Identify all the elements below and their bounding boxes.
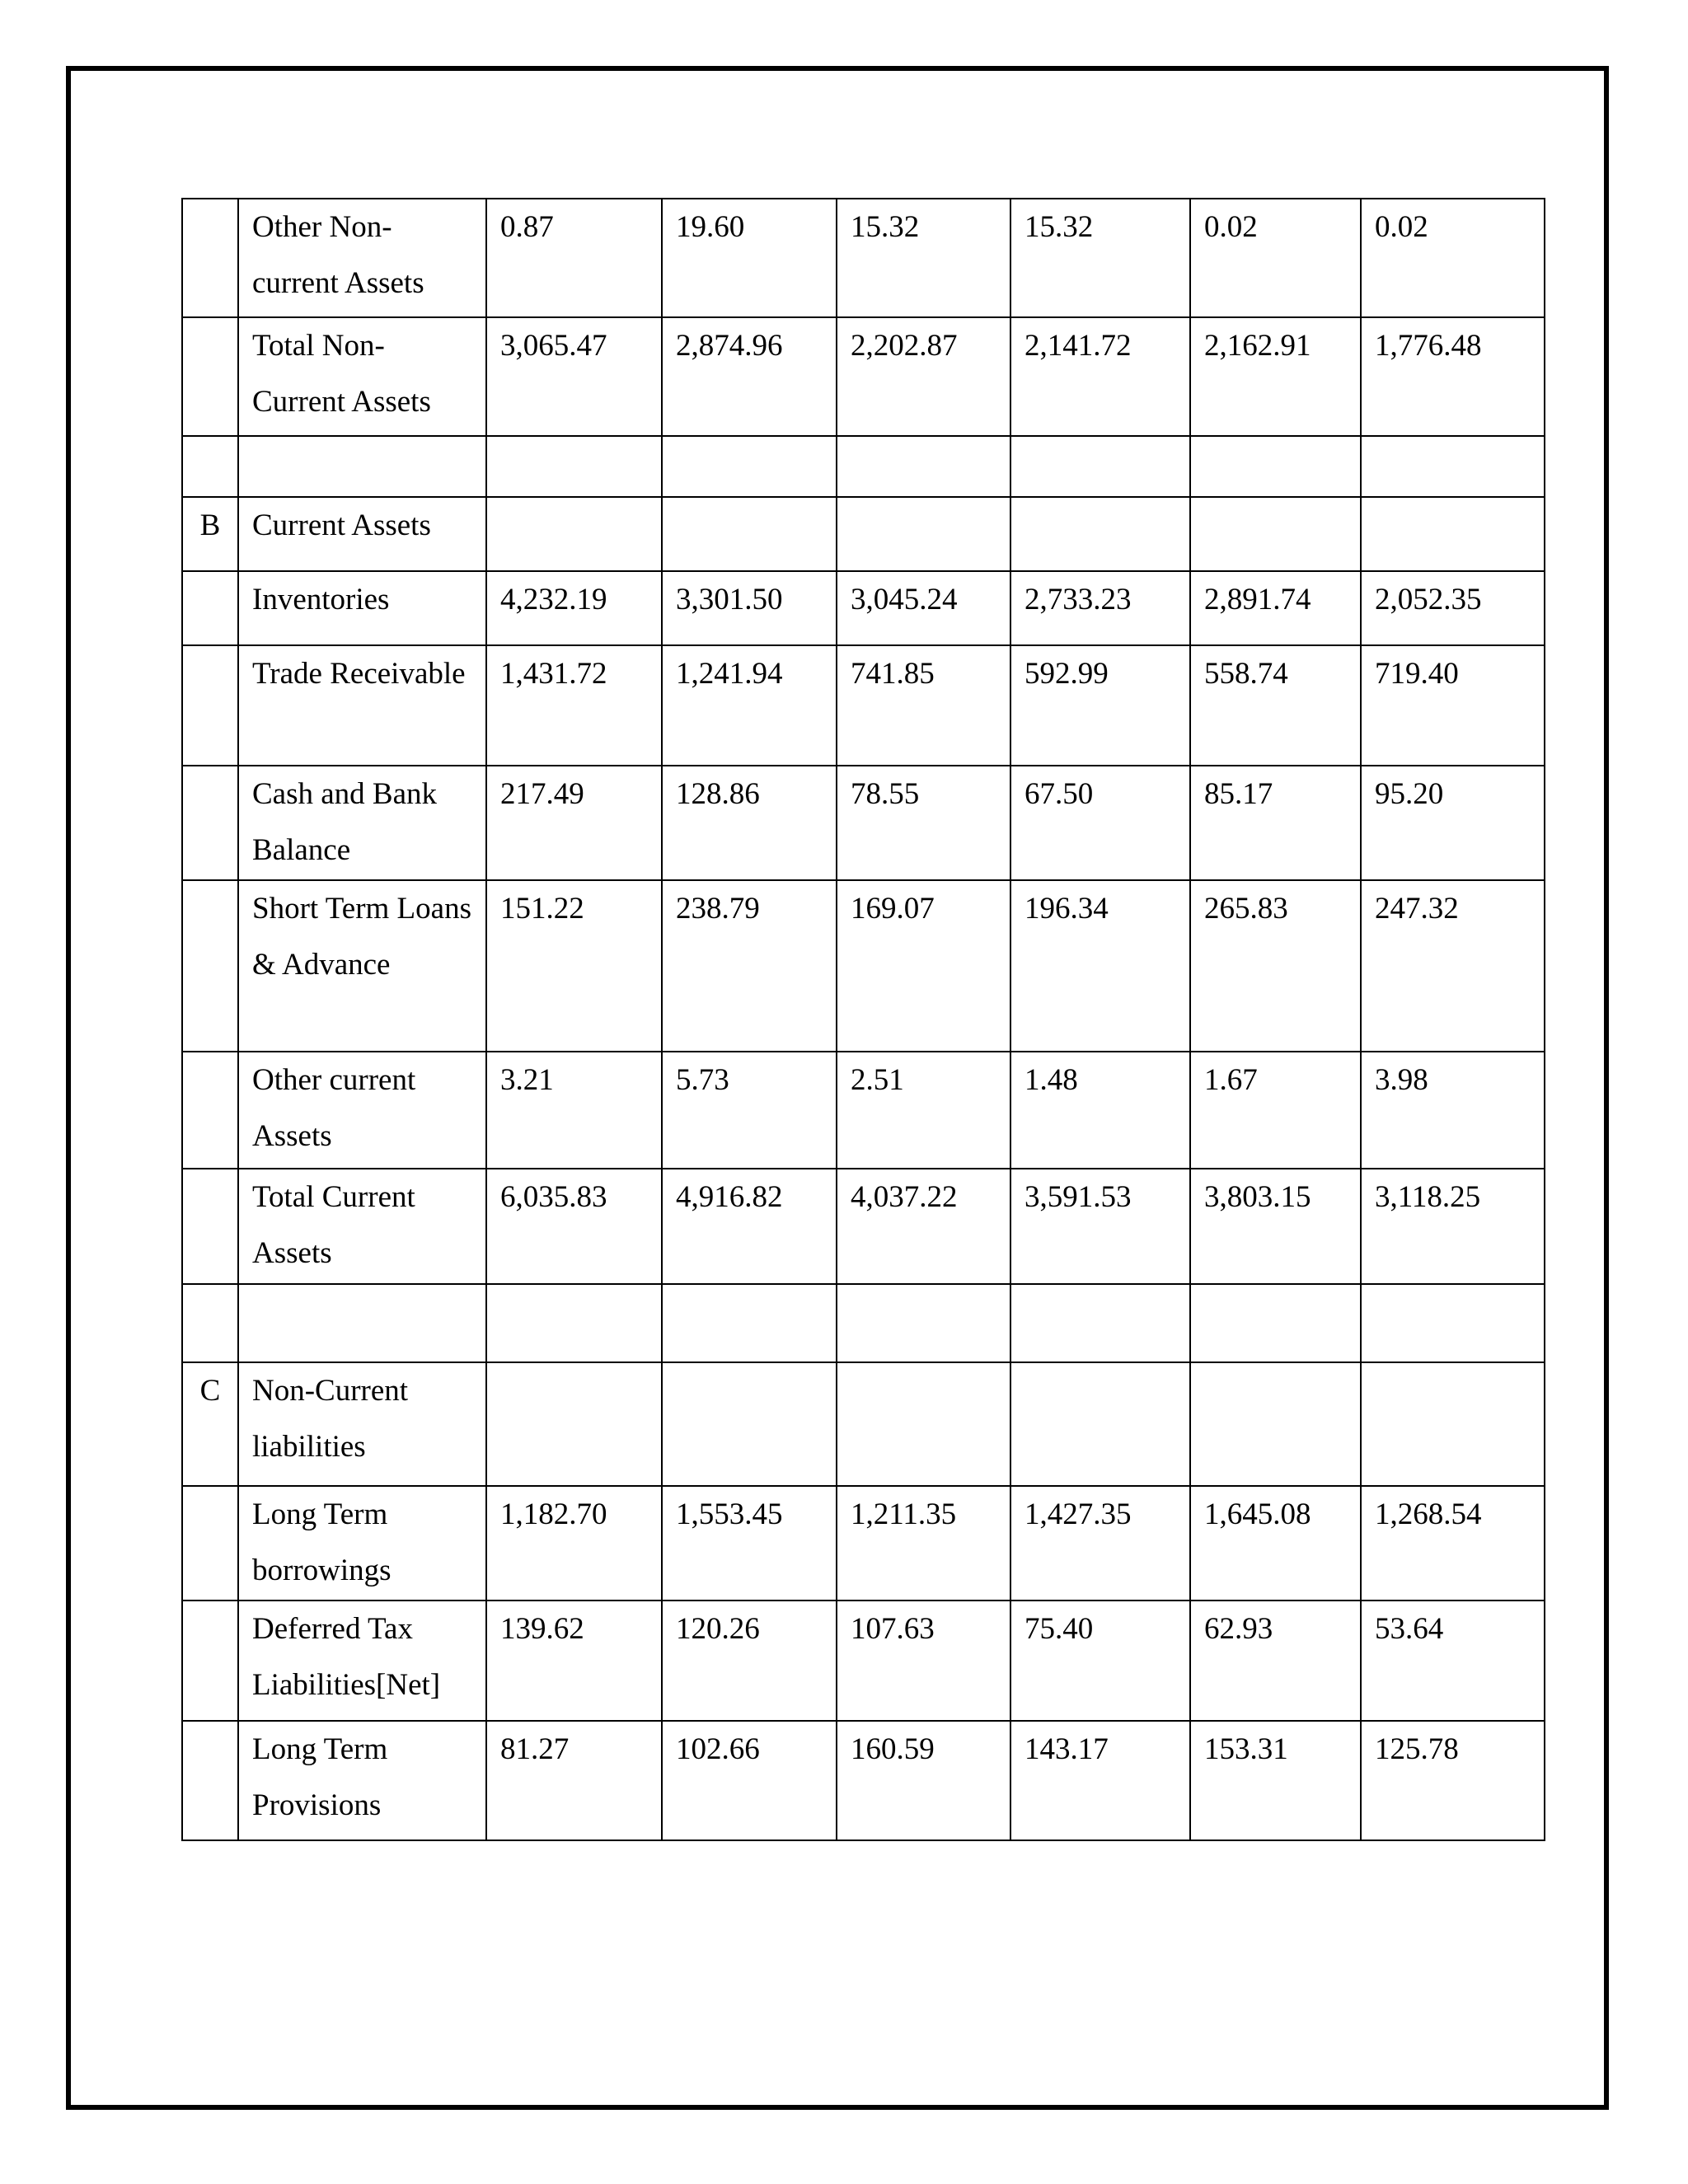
section-letter-cell	[182, 199, 238, 317]
value-cell: 1,427.35	[1010, 1486, 1190, 1601]
value-cell: 120.26	[662, 1601, 837, 1721]
value-cell: 4,232.19	[486, 571, 662, 645]
row-label-cell: Deferred Tax Liabilities[Net]	[238, 1601, 486, 1721]
value-cell	[1190, 436, 1361, 497]
section-letter-cell: B	[182, 497, 238, 571]
value-cell: 592.99	[1010, 645, 1190, 766]
value-cell: 153.31	[1190, 1721, 1361, 1840]
value-cell: 19.60	[662, 199, 837, 317]
row-label-cell: Other current Assets	[238, 1052, 486, 1169]
value-cell	[1190, 1362, 1361, 1486]
value-cell	[662, 1284, 837, 1362]
section-letter-cell	[182, 880, 238, 1052]
value-cell: 238.79	[662, 880, 837, 1052]
table-row	[182, 880, 1545, 1052]
value-cell: 741.85	[837, 645, 1010, 766]
value-cell	[1361, 436, 1545, 497]
table-row	[182, 1284, 1545, 1362]
value-cell: 53.64	[1361, 1601, 1545, 1721]
value-cell: 1,553.45	[662, 1486, 837, 1601]
row-label-cell: Long Term borrowings	[238, 1486, 486, 1601]
table-body	[182, 199, 1545, 1840]
value-cell: 81.27	[486, 1721, 662, 1840]
value-cell: 247.32	[1361, 880, 1545, 1052]
value-cell: 169.07	[837, 880, 1010, 1052]
section-letter-cell	[182, 766, 238, 880]
value-cell: 1,211.35	[837, 1486, 1010, 1601]
value-cell: 3.98	[1361, 1052, 1545, 1169]
value-cell: 5.73	[662, 1052, 837, 1169]
value-cell: 1,431.72	[486, 645, 662, 766]
row-label-cell: Long Term Provisions	[238, 1721, 486, 1840]
value-cell: 75.40	[1010, 1601, 1190, 1721]
value-cell	[1361, 1362, 1545, 1486]
table-row	[182, 1169, 1545, 1284]
value-cell: 1,268.54	[1361, 1486, 1545, 1601]
value-cell: 1,241.94	[662, 645, 837, 766]
value-cell	[662, 497, 837, 571]
row-label-cell: Total Current Assets	[238, 1169, 486, 1284]
value-cell: 217.49	[486, 766, 662, 880]
value-cell: 3,301.50	[662, 571, 837, 645]
value-cell: 143.17	[1010, 1721, 1190, 1840]
value-cell: 265.83	[1190, 880, 1361, 1052]
row-label-cell: Current Assets	[238, 497, 486, 571]
value-cell: 1.67	[1190, 1052, 1361, 1169]
section-letter-cell	[182, 436, 238, 497]
value-cell: 78.55	[837, 766, 1010, 880]
value-cell: 0.02	[1361, 199, 1545, 317]
section-letter-cell	[182, 1052, 238, 1169]
section-letter-cell	[182, 1601, 238, 1721]
value-cell: 1,776.48	[1361, 317, 1545, 436]
value-cell	[662, 436, 837, 497]
value-cell	[837, 436, 1010, 497]
value-cell	[1361, 497, 1545, 571]
table-row	[182, 436, 1545, 497]
table-row	[182, 1362, 1545, 1486]
value-cell: 62.93	[1190, 1601, 1361, 1721]
table-row	[182, 1052, 1545, 1169]
value-cell	[486, 1362, 662, 1486]
value-cell: 2,162.91	[1190, 317, 1361, 436]
row-label-cell: Inventories	[238, 571, 486, 645]
value-cell: 3,803.15	[1190, 1169, 1361, 1284]
table-row	[182, 497, 1545, 571]
table-row	[182, 199, 1545, 317]
row-label-cell: Non-Current liabilities	[238, 1362, 486, 1486]
section-letter-cell	[182, 571, 238, 645]
value-cell: 15.32	[1010, 199, 1190, 317]
row-label-cell	[238, 1284, 486, 1362]
value-cell: 2.51	[837, 1052, 1010, 1169]
section-letter-cell	[182, 1486, 238, 1601]
value-cell: 2,202.87	[837, 317, 1010, 436]
value-cell: 151.22	[486, 880, 662, 1052]
table-row	[182, 766, 1545, 880]
value-cell: 4,916.82	[662, 1169, 837, 1284]
value-cell: 139.62	[486, 1601, 662, 1721]
value-cell	[837, 1284, 1010, 1362]
value-cell	[486, 497, 662, 571]
value-cell: 3.21	[486, 1052, 662, 1169]
value-cell	[837, 497, 1010, 571]
value-cell: 15.32	[837, 199, 1010, 317]
value-cell	[662, 1362, 837, 1486]
value-cell	[1190, 1284, 1361, 1362]
value-cell	[486, 436, 662, 497]
financial-table	[181, 198, 1545, 1841]
value-cell: 719.40	[1361, 645, 1545, 766]
value-cell	[837, 1362, 1010, 1486]
value-cell	[1190, 497, 1361, 571]
value-cell: 0.02	[1190, 199, 1361, 317]
table-row	[182, 645, 1545, 766]
value-cell	[1361, 1284, 1545, 1362]
table-row	[182, 1601, 1545, 1721]
value-cell: 2,874.96	[662, 317, 837, 436]
value-cell	[486, 1284, 662, 1362]
section-letter-cell	[182, 1284, 238, 1362]
value-cell: 3,065.47	[486, 317, 662, 436]
value-cell: 2,733.23	[1010, 571, 1190, 645]
value-cell: 85.17	[1190, 766, 1361, 880]
row-label-cell: Trade Receivable	[238, 645, 486, 766]
row-label-cell: Short Term Loans & Advance	[238, 880, 486, 1052]
value-cell: 6,035.83	[486, 1169, 662, 1284]
section-letter-cell	[182, 1721, 238, 1840]
value-cell: 125.78	[1361, 1721, 1545, 1840]
row-label-cell	[238, 436, 486, 497]
section-letter-cell	[182, 317, 238, 436]
value-cell: 3,045.24	[837, 571, 1010, 645]
value-cell: 196.34	[1010, 880, 1190, 1052]
value-cell: 2,141.72	[1010, 317, 1190, 436]
section-letter-cell	[182, 1169, 238, 1284]
table-row	[182, 1486, 1545, 1601]
value-cell	[1010, 497, 1190, 571]
value-cell: 558.74	[1190, 645, 1361, 766]
row-label-cell: Total Non-Current Assets	[238, 317, 486, 436]
value-cell: 3,591.53	[1010, 1169, 1190, 1284]
row-label-cell: Cash and Bank Balance	[238, 766, 486, 880]
section-letter-cell: C	[182, 1362, 238, 1486]
value-cell: 107.63	[837, 1601, 1010, 1721]
table-row	[182, 1721, 1545, 1840]
row-label-cell: Other Non-current Assets	[238, 199, 486, 317]
value-cell	[1010, 436, 1190, 497]
value-cell: 95.20	[1361, 766, 1545, 880]
value-cell: 0.87	[486, 199, 662, 317]
value-cell: 160.59	[837, 1721, 1010, 1840]
value-cell: 102.66	[662, 1721, 837, 1840]
table-row	[182, 317, 1545, 436]
value-cell	[1010, 1362, 1190, 1486]
value-cell: 67.50	[1010, 766, 1190, 880]
value-cell: 1,182.70	[486, 1486, 662, 1601]
value-cell: 4,037.22	[837, 1169, 1010, 1284]
value-cell	[1010, 1284, 1190, 1362]
value-cell: 1,645.08	[1190, 1486, 1361, 1601]
value-cell: 128.86	[662, 766, 837, 880]
value-cell: 2,891.74	[1190, 571, 1361, 645]
value-cell: 3,118.25	[1361, 1169, 1545, 1284]
value-cell: 2,052.35	[1361, 571, 1545, 645]
table-row	[182, 571, 1545, 645]
section-letter-cell	[182, 645, 238, 766]
value-cell: 1.48	[1010, 1052, 1190, 1169]
